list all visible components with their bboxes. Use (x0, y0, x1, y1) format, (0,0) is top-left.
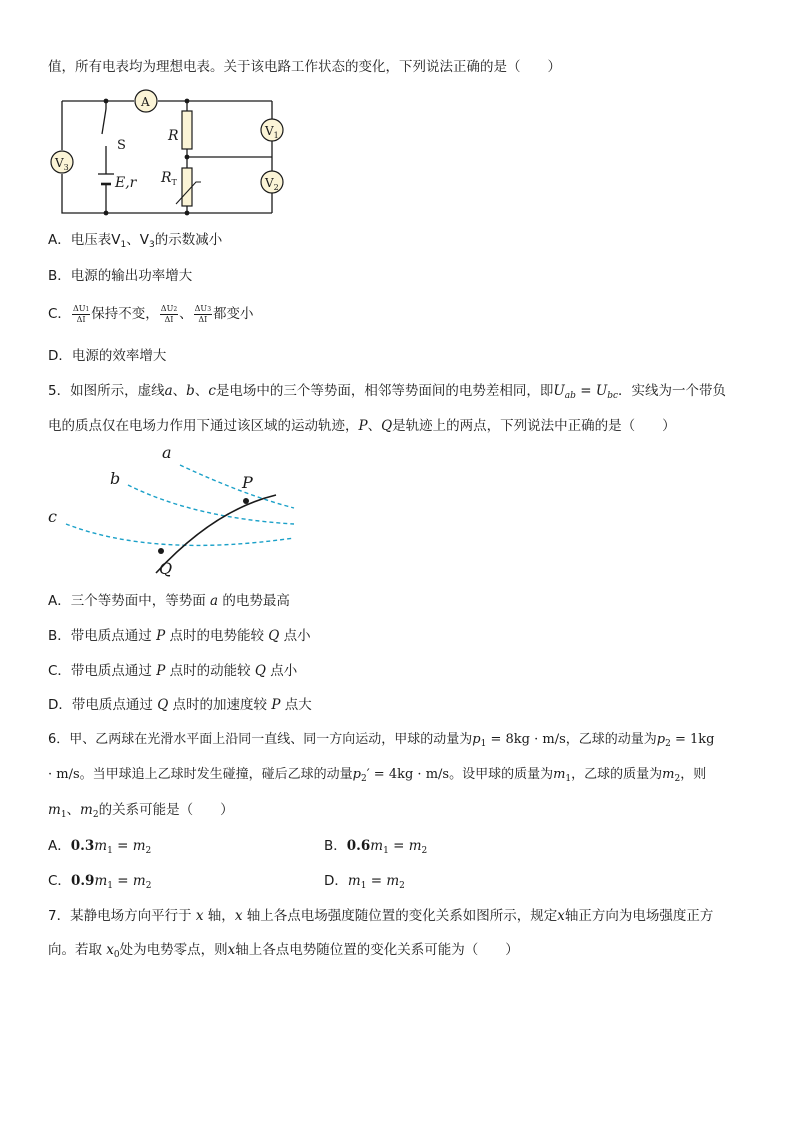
svg-text:V3: $V_3$ (55, 156, 69, 172)
trajectory (156, 495, 276, 573)
q6-option-a[interactable]: A．$0.3m_1 = m_2$ (48, 838, 152, 856)
source-label: E,r (115, 175, 137, 191)
svg-text:V2: $V_2$ (265, 176, 279, 192)
q7-stem-line2: 向。若取 $x_0$处为电势零点，则x轴上各点电势随位置的变化关系可能为（ ） (48, 942, 519, 960)
label-P: P (242, 473, 253, 492)
point-Q (158, 548, 164, 554)
thermistor-RT (182, 168, 192, 206)
q4-option-a[interactable]: A．电压表$V_1$、$V_3$的示数减小 (48, 232, 223, 250)
resistor-R (182, 111, 192, 149)
q5-stem-line2: 电的质点仅在电场力作用下通过该区域的运动轨迹，P、Q是轨迹上的两点，下列说法中正确的是（ ） (48, 418, 676, 434)
label-c: c (48, 507, 57, 526)
equipotential-b (128, 485, 294, 524)
q6-option-d[interactable]: D．$m_1 = m_2$ (324, 873, 405, 891)
q4-option-b[interactable]: B．电源的输出功率增大 (48, 268, 193, 284)
q4-option-c[interactable]: C． $\frac{\Delta U1}{\Delta I}$ 保持不变， $\frac{\Delta U2}{\Delta I}$ 、 $\frac{\Delta U3}{\Delta I}$ 都变小 (48, 304, 254, 324)
q4-option-d[interactable]: D．电源的效率增大 (48, 348, 167, 364)
svg-text:RT: $R_T$ (161, 170, 177, 187)
svg-text:V1: $V_1$ (265, 124, 279, 140)
q7-stem-line1: 7．某静电场方向平行于 x 轴，x 轴上各点电场强度随位置的变化关系如图所示，规定x轴正方向为电场强度正方 (48, 908, 714, 924)
label-b: b (110, 469, 121, 488)
q5-option-a[interactable]: A．三个等势面中，等势面 a 的电势最高 (48, 593, 290, 609)
label-a: a (162, 443, 172, 462)
battery-symbol (98, 174, 114, 184)
q5-stem-line1: 5．如图所示，虚线a、b、c是电场中的三个等势面，相邻等势面间的电势差相同，即$U_{ab} = U_{bc}$．实线为一个带负 (48, 383, 727, 401)
equipotential-a (180, 465, 294, 508)
q6-option-c[interactable]: C．$0.9m_1 = m_2$ (48, 873, 152, 891)
q6-stem-line2: · m/s。当甲球追上乙球时发生碰撞，碰后乙球的动量$p_2' = 4kg \cdot m/s$。设甲球的质量为$m_1$，乙球的质量为$m_2$，则 (48, 767, 707, 784)
ammeter-label: A (141, 95, 150, 109)
resistor-label: R (168, 128, 179, 144)
q4-circuit-diagram (40, 86, 300, 220)
q5-field-diagram (44, 440, 304, 580)
label-Q: Q (159, 559, 173, 578)
point-P (243, 498, 249, 504)
q5-option-d[interactable]: D．带电质点通过 Q 点时的加速度较 P 点大 (48, 697, 312, 713)
q6-stem-line3: $m_1$、$m_2$的关系可能是（ ） (48, 802, 234, 820)
q5-option-b[interactable]: B．带电质点通过 P 点时的电势能较 Q 点小 (48, 628, 311, 644)
q6-option-b[interactable]: B．$0.6m_1 = m_2$ (324, 838, 428, 856)
q5-option-c[interactable]: C．带电质点通过 P 点时的动能较 Q 点小 (48, 663, 298, 679)
junction-dots (104, 99, 190, 216)
q4-stem: 值，所有电表均为理想电表。关于该电路工作状态的变化，下列说法正确的是（ ） (48, 59, 561, 75)
equipotential-c (66, 524, 294, 545)
q6-stem-line1: 6．甲、乙两球在光滑水平面上沿同一直线、同一方向运动，甲球的动量为$p_1 = 8kg \cdot m/s$，乙球的动量为$p_2 = 1kg$ (48, 732, 715, 749)
switch-label: S (117, 138, 126, 153)
